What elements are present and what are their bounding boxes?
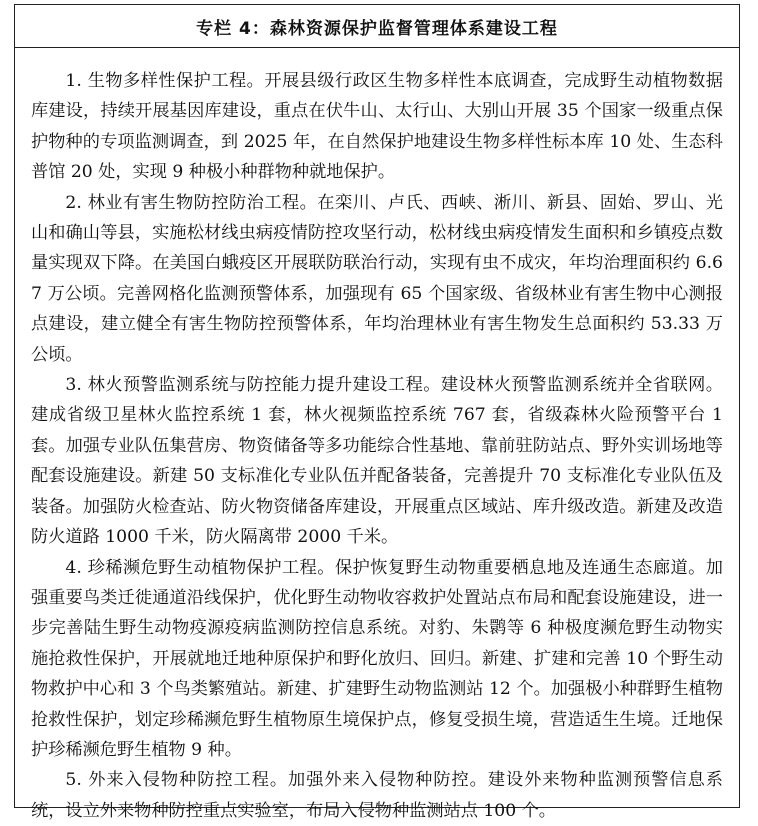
paragraph-endangered-species: 4. 珍稀濒危野生动植物保护工程。保护恢复野生动物重要栖息地及连通生态廊道。加强重要鸟类迁徙通道沿线保护，优化野生动物收容救护处置站点布局和配套设施建设，进一步完善陆生野生动物疫源疫病监测防控信息系统。对豹、朱鹮等 6 种极度濒危野生动物实施抢救性保护，开展就地迁地种原保护和野化放归、回归。新建、扩建和完善 10 个野生动物救护中心和 3 个鸟类繁殖站。新建、扩建野生动物监测站 12 个。加强极小种群野生植物抢救性保护，划定珍稀濒危野生植物原生境保护点，修复受损生境，营造适生生境。迁地保护珍稀濒危野生植物 9 种。	[31, 557, 723, 760]
paragraph-forest-fire: 3. 林火预警监测系统与防控能力提升建设工程。建设林火预警监测系统并全省联网。建成省级卫星林火监控系统 1 套，林火视频监控系统 767 套，省级森林火险预警平台 1 套。加强专业队伍集营房、物资储备等多功能综合性基地、靠前驻防站点、野外实训场地等配套设施建设。新建 50 支标准化专业队伍并配备装备，完善提升 70 支标准化专业队伍及装备。加强防火检查站、防火物资储备库建设，开展重点区域站、库升级改造。新建及改造防火道路 1000 千米，防火隔离带 2000 千米。	[31, 375, 723, 548]
column-title: 专栏 4：森林资源保护监督管理体系建设工程	[15, 5, 739, 48]
paragraph-pest-control: 2. 林业有害生物防控防治工程。在栾川、卢氏、西峡、淅川、新县、固始、罗山、光山和确山等县，实施松材线虫病疫情防控攻坚行动，松材线虫病疫情发生面积和乡镇疫点数量实现双下降。在美国白蛾疫区开展联防联治行动，实现有虫不成灾，年均治理面积约 6.67 万公顷。完善网格化监测预警体系，加强现有 65 个国家级、省级林业有害生物中心测报点建设，建立健全有害生物防控预警体系，年均治理林业有害生物发生总面积约 53.33 万公顷。	[31, 192, 723, 365]
paragraph-invasive-species: 5. 外来入侵物种防控工程。加强外来入侵物种防控。建设外来物种监测预警信息系统，设立外来物种防控重点实验室，布局入侵物种监测站点 100 个。	[31, 770, 723, 821]
column-body	[15, 48, 739, 826]
paragraph-biodiversity: 1. 生物多样性保护工程。开展县级行政区生物多样性本底调查，完成野生动植物数据库建设，持续开展基因库建设，重点在伏牛山、太行山、大别山开展 35 个国家一级重点保护物种的专项监测调查，到 2025 年，在自然保护地建设生物多样性标本库 10 处、生态科普馆 20 处，实现 9 种极小种群物种就地保护。	[31, 71, 723, 183]
column-box	[14, 4, 740, 821]
